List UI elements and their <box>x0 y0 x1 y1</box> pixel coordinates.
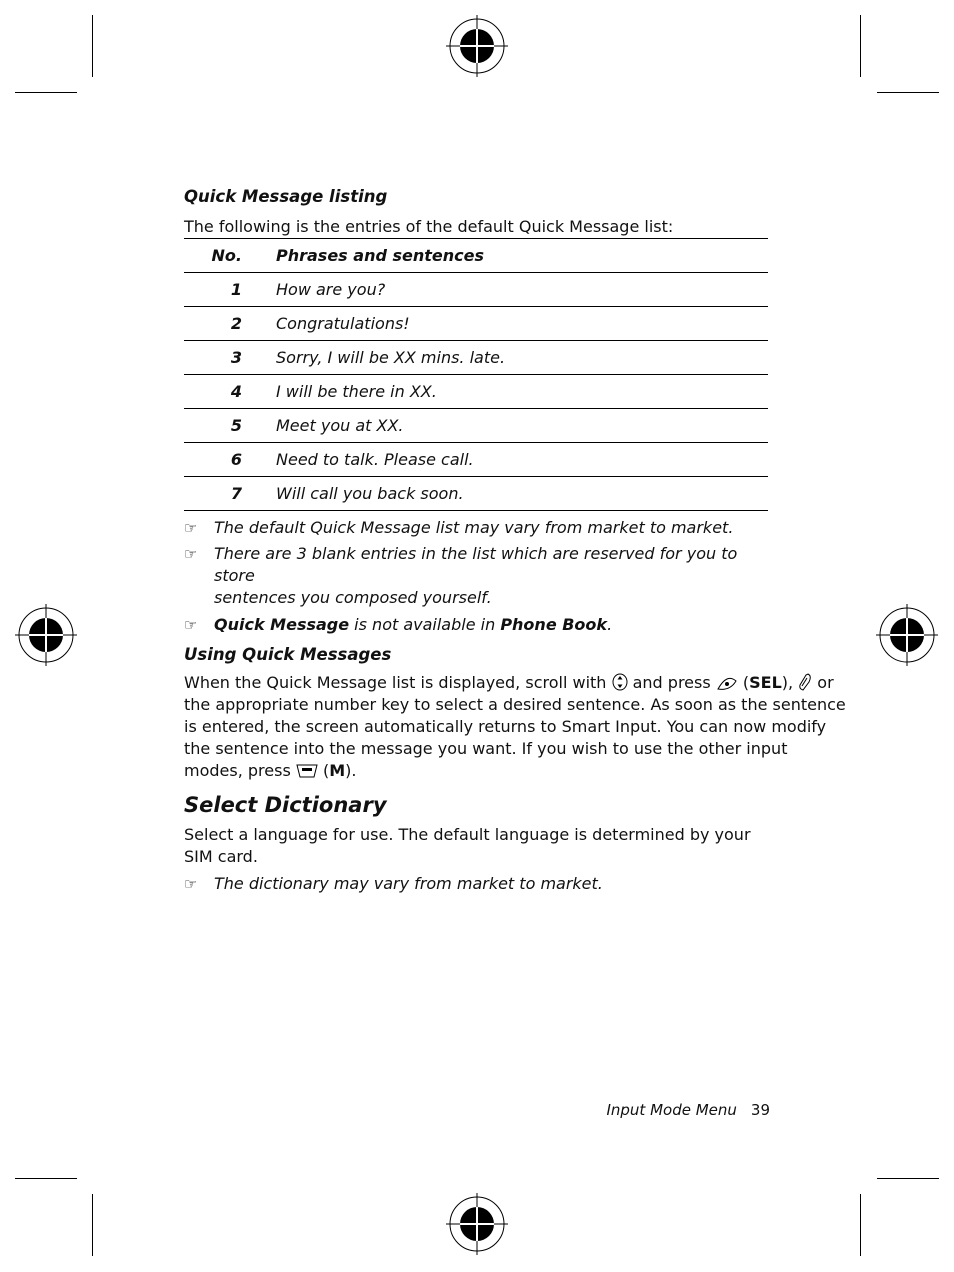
row-number: 4 <box>230 382 242 401</box>
using-quick-messages-heading: Using Quick Messages <box>184 645 392 664</box>
crop-mark <box>15 92 77 93</box>
row-number: 3 <box>230 348 242 367</box>
menu-key-icon <box>296 763 318 779</box>
note-blank-entries <box>184 543 768 609</box>
using-paragraph <box>184 672 846 782</box>
text-part: ). <box>345 761 357 780</box>
row-phrase: Need to talk. Please call. <box>276 450 474 469</box>
row-phrase: Meet you at XX. <box>276 416 404 435</box>
note-text-part: is not available in <box>349 615 501 634</box>
footer-section: Input Mode Menu <box>606 1101 737 1119</box>
note-dictionary <box>184 873 768 895</box>
row-phrase: Will call you back soon. <box>276 484 464 503</box>
row-number: 5 <box>230 416 242 435</box>
pointing-hand-icon: ☞ <box>184 616 198 634</box>
row-phrase: How are you? <box>276 280 386 299</box>
text-line: the appropriate number key to select a desired sentence. As soon as the sentence <box>184 695 846 714</box>
table-row <box>184 443 768 477</box>
note-line: sentences you composed yourself. <box>214 588 492 607</box>
text-part: When the Quick Message list is displayed, scroll with <box>184 673 612 692</box>
quick-message-table <box>184 238 768 511</box>
column-header-phrases: Phrases and sentences <box>276 246 484 265</box>
crop-mark <box>860 15 861 77</box>
column-header-no: No. <box>211 246 242 265</box>
page-footer <box>584 1101 770 1119</box>
quick-message-listing-heading: Quick Message listing <box>184 187 388 206</box>
table-row <box>184 273 768 307</box>
note-line: There are 3 blank entries in the list which are reserved for you to store <box>214 544 738 585</box>
registration-mark-icon <box>15 604 77 666</box>
text-part: and press <box>627 673 716 692</box>
note-text: The default Quick Message list may vary from market to market. <box>214 518 734 537</box>
select-dictionary-text: Select a language for use. The default language is determined by your SIM card. <box>184 825 751 866</box>
select-dictionary-title: Select Dictionary <box>184 793 387 817</box>
table-header-row <box>184 239 768 273</box>
send-key-icon <box>798 673 812 691</box>
note-market-variation <box>184 517 768 539</box>
table-row <box>184 477 768 511</box>
text-part: or <box>812 673 834 692</box>
quick-message-term: Quick Message <box>214 615 350 634</box>
scroll-key-icon <box>612 673 628 691</box>
row-number: 6 <box>230 450 242 469</box>
page-number: 39 <box>750 1101 770 1119</box>
crop-mark <box>860 1194 861 1256</box>
note-text-part: . <box>607 615 613 634</box>
crop-mark <box>15 1178 77 1179</box>
crop-mark <box>92 15 93 77</box>
text-line: the sentence into the message you want. If you wish to use the other input <box>184 739 788 758</box>
registration-mark-icon <box>446 15 508 77</box>
crop-mark <box>877 92 939 93</box>
m-key-label: M <box>329 761 346 780</box>
table-row <box>184 375 768 409</box>
note-phone-book <box>184 614 768 636</box>
crop-mark <box>877 1178 939 1179</box>
row-phrase: I will be there in XX. <box>276 382 437 401</box>
row-number: 7 <box>230 484 242 503</box>
text-line: is entered, the screen automatically returns to Smart Input. You can now modify <box>184 717 827 736</box>
text-part: ( <box>317 761 330 780</box>
phone-book-term: Phone Book <box>500 615 608 634</box>
note-text: The dictionary may vary from market to market. <box>214 874 603 893</box>
table-row <box>184 307 768 341</box>
quick-listing-intro: The following is the entries of the default Quick Message list: <box>184 217 674 236</box>
page-content <box>184 186 846 895</box>
crop-mark <box>92 1194 93 1256</box>
note-text <box>214 543 768 609</box>
text-part: ( <box>737 673 750 692</box>
pointing-hand-icon: ☞ <box>184 875 198 893</box>
select-key-icon <box>716 675 738 691</box>
row-phrase: Congratulations! <box>276 314 410 333</box>
row-number: 1 <box>230 280 242 299</box>
pointing-hand-icon: ☞ <box>184 545 198 563</box>
table-row <box>184 409 768 443</box>
note-text <box>214 614 612 636</box>
sel-key-label: SEL <box>749 673 782 692</box>
registration-mark-icon <box>876 604 938 666</box>
table-row <box>184 341 768 375</box>
row-phrase: Sorry, I will be XX mins. late. <box>276 348 506 367</box>
text-part: modes, press <box>184 761 296 780</box>
pointing-hand-icon: ☞ <box>184 519 198 537</box>
registration-mark-icon <box>446 1193 508 1255</box>
text-part: ), <box>781 673 799 692</box>
row-number: 2 <box>230 314 242 333</box>
